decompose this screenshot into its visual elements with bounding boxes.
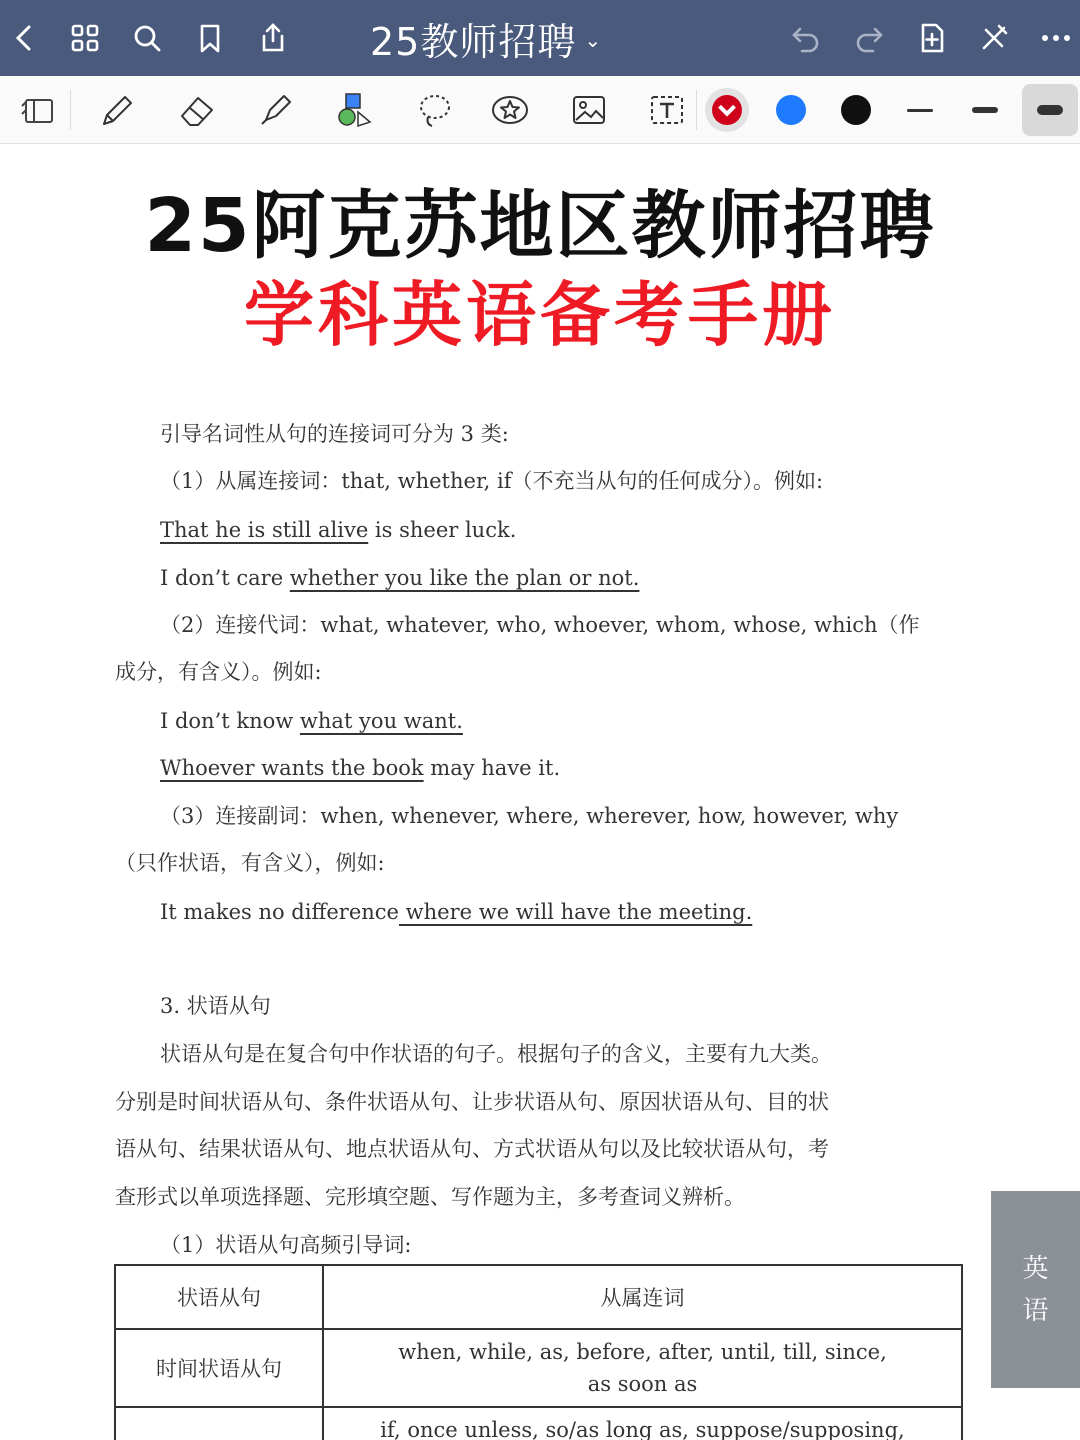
image-icon[interactable] bbox=[561, 84, 617, 136]
toolbar-divider bbox=[70, 90, 71, 130]
text-line: （1）状语从句高频引导词: bbox=[160, 1233, 412, 1257]
toolbar-divider bbox=[696, 90, 697, 130]
document-heading: 25阿克苏地区教师招聘 bbox=[144, 183, 936, 269]
red-color-dot bbox=[712, 95, 742, 125]
table-cell bbox=[323, 1407, 962, 1440]
section-heading: 3. 状语从句 bbox=[160, 994, 271, 1018]
color-swatch-red[interactable] bbox=[699, 84, 755, 136]
shapes-icon[interactable] bbox=[326, 84, 382, 136]
pen-icon[interactable] bbox=[88, 84, 144, 136]
cell-line: as soon as bbox=[587, 1372, 698, 1396]
selected-color-ring bbox=[705, 88, 749, 132]
text-line: （1）从属连接词：that, whether, if（不充当从句的任何成分）。例如: bbox=[160, 469, 824, 493]
redo-icon[interactable] bbox=[845, 14, 893, 62]
text-line bbox=[160, 753, 1010, 783]
bookmark-icon[interactable] bbox=[186, 14, 234, 62]
text-line bbox=[160, 897, 1010, 927]
text-line: （3）连接副词：when, whenever, where, wherever, how, however, why bbox=[160, 804, 899, 828]
back-icon[interactable] bbox=[0, 14, 48, 62]
thick-stroke-icon bbox=[1037, 105, 1063, 115]
table-cell bbox=[115, 1407, 323, 1440]
chevron-down-icon: ⌄ bbox=[584, 28, 603, 52]
more-icon[interactable] bbox=[1032, 14, 1080, 62]
stroke-thin-button[interactable] bbox=[892, 84, 948, 136]
lasso-icon[interactable] bbox=[406, 84, 462, 136]
text-span: It makes no difference bbox=[160, 900, 399, 924]
text-span: may have it. bbox=[423, 756, 561, 780]
text-line: （2）连接代词：what, whatever, who, whoever, whom, whose, which（作 bbox=[160, 613, 920, 637]
blue-color-dot bbox=[776, 95, 806, 125]
underlined-clause: what you want. bbox=[299, 709, 463, 733]
text-span: I don’t care bbox=[160, 566, 290, 590]
side-tab-label: 语 bbox=[1022, 1295, 1049, 1326]
table-header: 从属连词 bbox=[323, 1265, 962, 1329]
top-bar bbox=[0, 0, 1080, 76]
share-icon[interactable] bbox=[249, 14, 297, 62]
text-line: 成分，有含义）。例如: bbox=[115, 660, 322, 684]
document-title-button[interactable] bbox=[370, 14, 602, 62]
text-line bbox=[160, 515, 1010, 545]
text-span: I don’t know bbox=[160, 709, 300, 733]
text-icon[interactable] bbox=[639, 84, 695, 136]
eraser-icon[interactable] bbox=[168, 84, 224, 136]
table-cell bbox=[323, 1329, 962, 1407]
stroke-medium-button[interactable] bbox=[957, 84, 1013, 136]
document-page[interactable] bbox=[0, 145, 1080, 1440]
table-cell: 时间状语从句 bbox=[115, 1329, 323, 1407]
add-page-icon[interactable] bbox=[908, 14, 956, 62]
underlined-clause: whether you like the plan or not. bbox=[289, 566, 640, 590]
thin-stroke-icon bbox=[907, 109, 933, 112]
document-subheading: 学科英语备考手册 bbox=[244, 274, 836, 356]
color-swatch-blue[interactable] bbox=[763, 84, 819, 136]
grid-view-icon[interactable] bbox=[61, 14, 109, 62]
search-icon[interactable] bbox=[123, 14, 171, 62]
medium-stroke-icon bbox=[972, 107, 998, 113]
text-line: 查形式以单项选择题、完形填空题、写作题为主，多考查词义辨析。 bbox=[115, 1185, 745, 1209]
document-title: 25教师招聘 bbox=[370, 19, 577, 64]
table-header-row bbox=[115, 1265, 962, 1329]
text-line bbox=[160, 563, 1010, 593]
underlined-clause: That he is still alive bbox=[160, 518, 369, 542]
table-row bbox=[115, 1407, 962, 1440]
cell-line: if, once unless, so/as long as, suppose/supposing, bbox=[380, 1418, 905, 1440]
stroke-thick-button[interactable] bbox=[1022, 84, 1078, 136]
text-span: is sheer luck. bbox=[368, 518, 517, 542]
text-line: （只作状语，有含义），例如: bbox=[115, 851, 385, 875]
conjunction-table bbox=[114, 1264, 963, 1440]
text-line: 语从句、结果状语从句、地点状语从句、方式状语从句以及比较状语从句，考 bbox=[115, 1137, 829, 1161]
table-row bbox=[115, 1329, 962, 1407]
color-swatch-black[interactable] bbox=[828, 84, 884, 136]
side-tab-label: 英 bbox=[1022, 1253, 1049, 1284]
sticker-icon[interactable] bbox=[482, 84, 538, 136]
subject-side-tab[interactable] bbox=[991, 1191, 1080, 1388]
cell-line: when, while, as, before, after, until, till, since, bbox=[398, 1340, 887, 1364]
table-header: 状语从句 bbox=[115, 1265, 323, 1329]
highlighter-icon[interactable] bbox=[248, 84, 304, 136]
chevron-down-icon bbox=[712, 90, 742, 130]
close-markup-icon[interactable] bbox=[970, 14, 1018, 62]
text-line: 引导名词性从句的连接词可分为 3 类: bbox=[160, 422, 509, 446]
sidebar-toggle-icon[interactable] bbox=[10, 84, 66, 136]
underlined-clause: where we will have the meeting. bbox=[398, 900, 753, 924]
annotation-toolbar bbox=[0, 76, 1080, 144]
undo-icon[interactable] bbox=[782, 14, 830, 62]
black-color-dot bbox=[841, 95, 871, 125]
underlined-clause: Whoever wants the book bbox=[160, 756, 424, 780]
text-line: 状语从句是在复合句中作状语的句子。根据句子的含义，主要有九大类。 bbox=[160, 1042, 832, 1066]
text-line bbox=[160, 706, 1010, 736]
text-line: 分别是时间状语从句、条件状语从句、让步状语从句、原因状语从句、目的状 bbox=[115, 1090, 829, 1114]
